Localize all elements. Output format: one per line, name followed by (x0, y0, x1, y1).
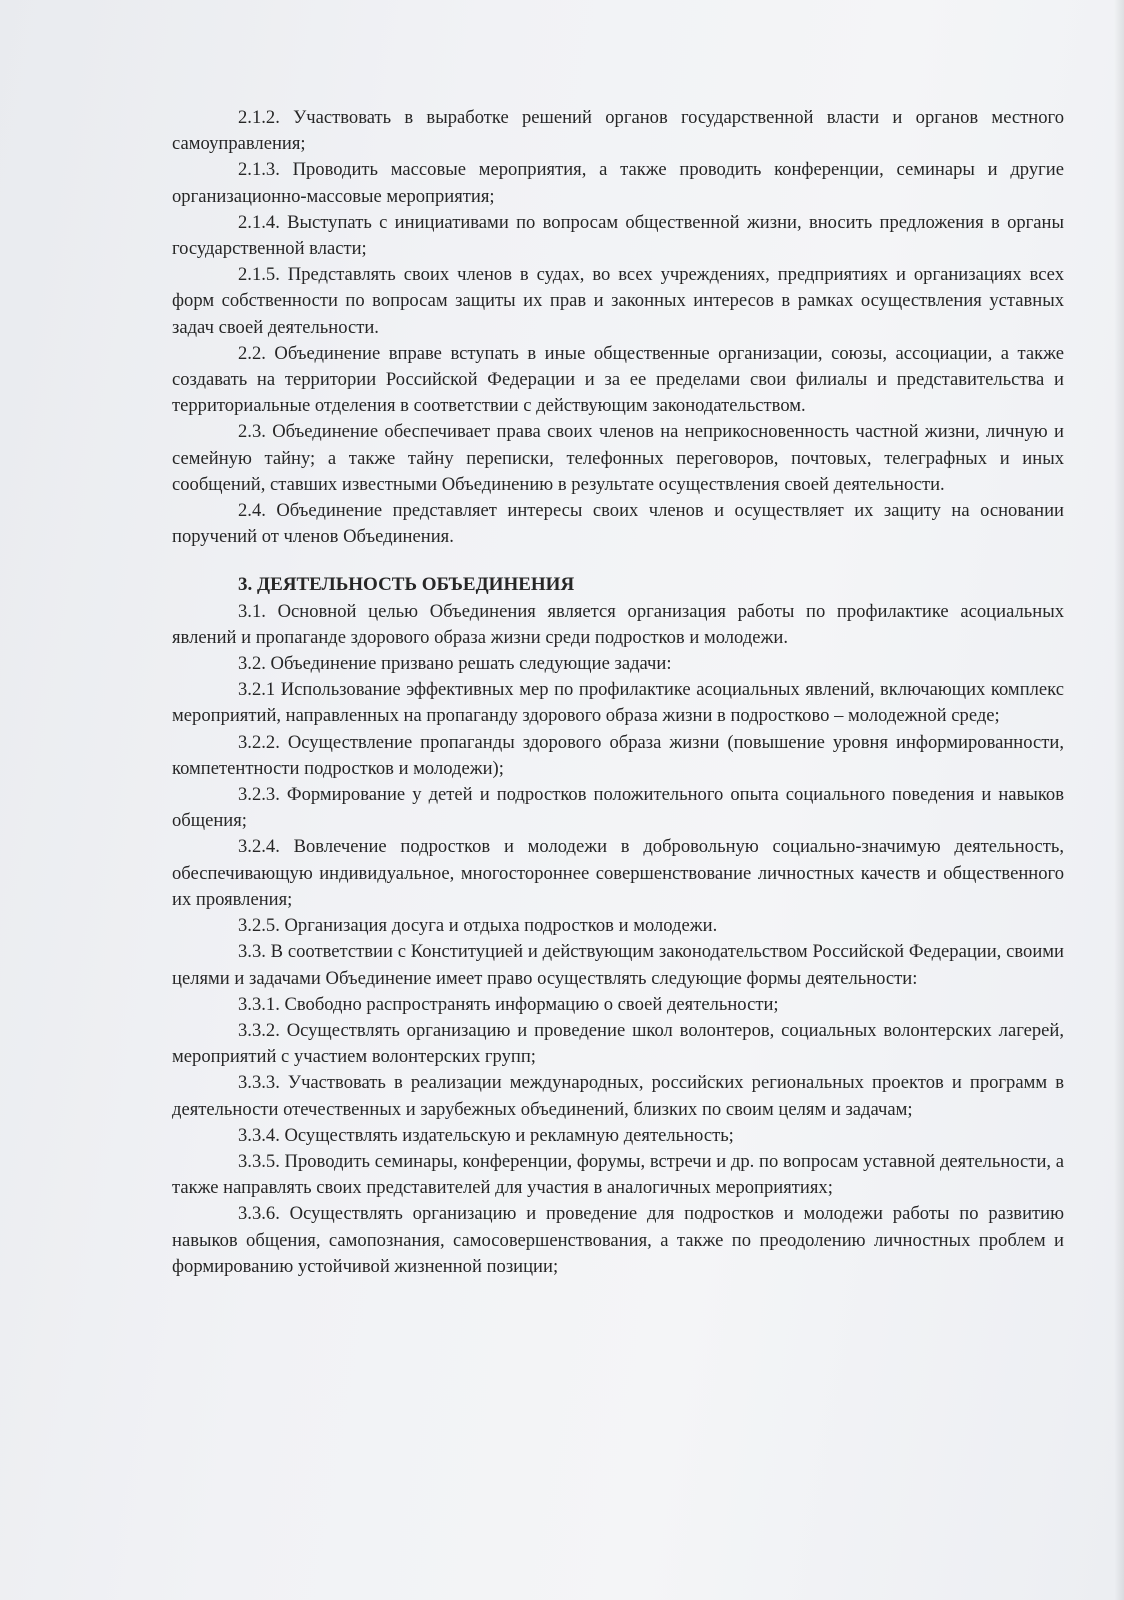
paragraph-2-2: 2.2. Объединение вправе вступать в иные общественные организации, союзы, ассоциации, а также создавать на территории Российской Федерации и за ее пределами свои филиалы и представительства и территориальные отделения в соответствии с действующим законодательством. (172, 342, 1064, 417)
paragraph-2-1-5: 2.1.5. Представлять своих членов в судах, во всех учреждениях, предприятиях и организациях всех форм собственности по вопросам защиты их прав и законных интересов в рамках осуществления уставных задач своей деятельности. (172, 264, 1064, 338)
paragraph-3-3-5: 3.3.5. Проводить семинары, конференции, форумы, встречи и др. по вопросам уставной деятельности, а также направлять своих представителей для участия в аналогичных мероприятиях; (172, 1150, 1064, 1199)
paragraph-3-2-3: 3.2.3. Формирование у детей и подростков положительного опыта социального поведения и навыков общения; (172, 784, 1064, 832)
paragraph-3-2-4: 3.2.4. Вовлечение подростков и молодежи в добровольную социально-значимую деятельность, обеспечивающую индивидуальное, многостороннее совершенствование личностных качеств и общественного их проявления; (172, 836, 1064, 910)
paragraph-3-3-4: 3.3.4. Осуществлять издательскую и рекламную деятельность; (238, 1124, 734, 1146)
paragraph-3-1: 3.1. Основной целью Объединения является организация работы по профилактике асоциальных явлений и пропаганде здорового образа жизни среди подростков и молодежи. (172, 600, 1064, 648)
section-heading: 3. ДЕЯТЕЛЬНОСТЬ ОБЪЕДИНЕНИЯ (238, 574, 575, 596)
paragraph-3-3-6: 3.3.6. Осуществлять организацию и проведение для подростков и молодежи работы по развитию навыков общения, самопознания, самосовершенствования, а также по преодолению личностных проблем и формированию устойчивой жизненной позиции; (172, 1203, 1064, 1277)
paragraph-2-3: 2.3. Объединение обеспечивает права своих членов на неприкосновенность частной жизни, личную и семейную тайну; а также тайну переписки, телефонных переговоров, почтовых, телеграфных и иных сообщений, ставших известными Объединению в результате осуществления своей деятельности. (172, 421, 1064, 495)
paragraph-3-2-2: 3.2.2. Осуществление пропаганды здорового образа жизни (повышение уровня информированности, компетентности подростков и молодежи); (172, 731, 1064, 779)
bleed-through-smudge (400, 2, 620, 16)
document-body (172, 105, 1064, 1280)
paragraph-3-2: 3.2. Объединение призвано решать следующие задачи: (238, 653, 672, 675)
paragraph-2-1-3: 2.1.3. Проводить массовые мероприятия, а также проводить конференции, семинары и другие организационно-массовые мероприятия; (172, 159, 1064, 207)
paragraph-2-1-2: 2.1.2. Участвовать в выработке решений органов государственной власти и органов местного самоуправления; (172, 107, 1064, 155)
paragraph-3-3-2: 3.3.2. Осуществлять организацию и проведение школ волонтеров, социальных волонтерских лагерей, мероприятий с участием волонтерских групп; (172, 1019, 1064, 1068)
paragraph-2-1-4: 2.1.4. Выступать с инициативами по вопросам общественной жизни, вносить предложения в органы государственной власти; (172, 211, 1064, 260)
paragraph-2-4: 2.4. Объединение представляет интересы своих членов и осуществляет их защиту на основании поручений от членов Объединения. (172, 500, 1064, 548)
paragraph-3-2-1: 3.2.1 Использование эффективных мер по профилактике асоциальных явлений, включающих комплекс мероприятий, направленных на пропаганду здорового образа жизни в подростково – молодежной среде; (172, 679, 1064, 727)
paragraph-3-3-1: 3.3.1. Свободно распространять информацию о своей деятельности; (238, 993, 779, 1015)
paragraph-3-2-5: 3.2.5. Организация досуга и отдыха подростков и молодежи. (238, 915, 718, 937)
paragraph-3-3-3: 3.3.3. Участвовать в реализации международных, российских региональных проектов и программ в деятельности отечественных и зарубежных объединений, близких по своим целям и задачам; (172, 1072, 1064, 1120)
paragraph-3-3: 3.3. В соответствии с Конституцией и действующим законодательством Российской Федерации, своими целями и задачами Объединение имеет право осуществлять следующие формы деятельности: (172, 941, 1064, 989)
